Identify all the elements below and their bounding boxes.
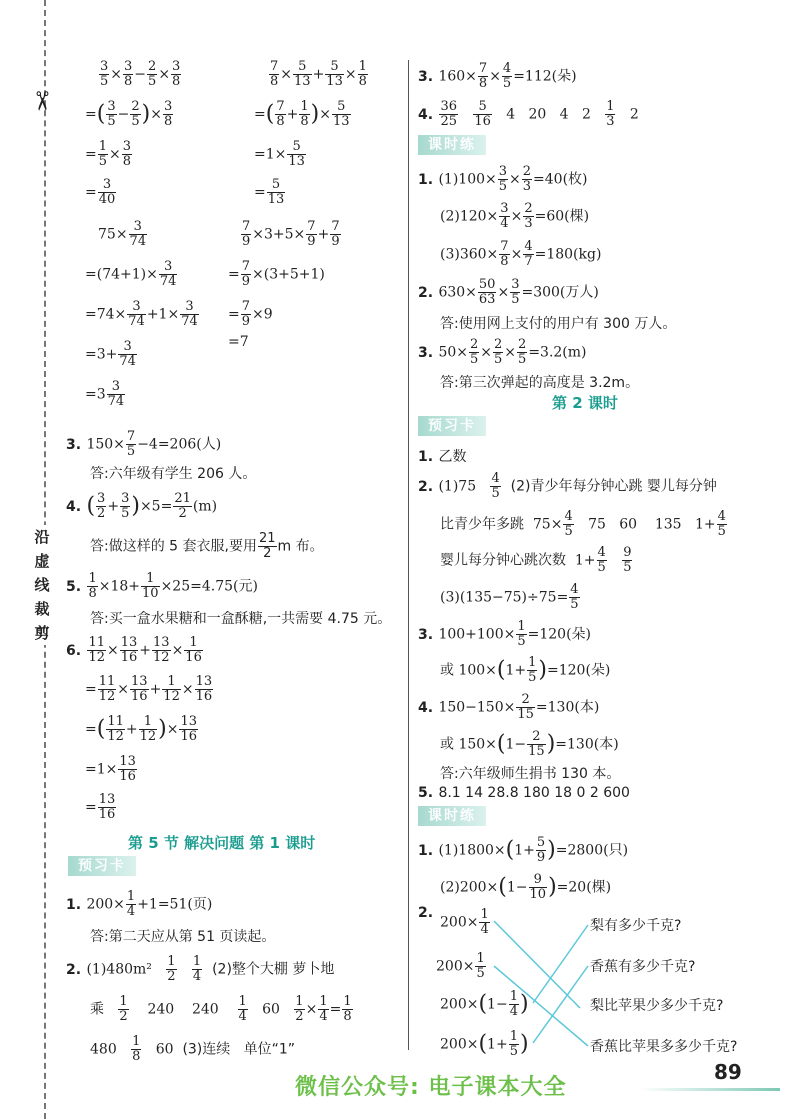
answer-text: 答:六年级有学生 206 人。 bbox=[90, 466, 257, 482]
match-expression: 200×(1+ $\frac{1}{5}$ ) bbox=[440, 1029, 529, 1059]
badge-preview: 预习卡 bbox=[68, 856, 136, 876]
answer-item-6: 6. $\frac{11}{12}$ × $\frac{13}{16}$ + $\frac{13}{12}$ × $\frac{1}{16}$ bbox=[66, 635, 202, 665]
answer-text-part: 乙数 bbox=[438, 449, 467, 465]
answer-text-part: 单位“1” bbox=[243, 1041, 296, 1058]
answer-item-5: 5. $\frac{1}{8}$ ×18+ $\frac{1}{10}$ ×25=4.75(元) bbox=[66, 571, 258, 601]
answer-text: 答:做这样的 5 套衣服,要用 $\frac{21}{2}$ m 布。 bbox=[90, 531, 324, 561]
answer-text-part: 婴儿每分钟心跳次数 bbox=[440, 552, 566, 569]
practice-item-1: 1. (1)100× $\frac{3}{5}$ × $\frac{2}{3}$ =40(枚) bbox=[418, 164, 588, 194]
answer-text: 答:使用网上支付的用户有 300 万人。 bbox=[440, 316, 677, 332]
math-line: = $\frac{7}{9}$ ×(3+5+1) bbox=[228, 259, 325, 289]
match-label: 梨有多少千克? bbox=[590, 918, 682, 934]
match-line bbox=[533, 966, 588, 1043]
math-line: = $\frac{7}{9}$ ×9 bbox=[228, 299, 273, 329]
watermark: 微信公众号: 电子课本大全 bbox=[295, 1075, 567, 1100]
math-line: $\frac{3}{5}$ × $\frac{3}{8}$ − $\frac{2}{5}$ × $\frac{3}{8}$ bbox=[100, 59, 181, 89]
math-line: (2)200×(1− $\frac{9}{10}$ )=20(棵) bbox=[440, 872, 612, 902]
math-line: (3)(135−75)÷75= $\frac{4}{5}$ bbox=[440, 582, 579, 612]
match-expression: 200× $\frac{1}{5}$ bbox=[436, 951, 485, 981]
math-line: = $\frac{13}{16}$ bbox=[85, 792, 116, 822]
answer-text-part: 乘 bbox=[90, 1001, 104, 1018]
math-line: 480 $\frac{1}{8}$ 60 (3)连续 单位“1” bbox=[90, 1034, 296, 1064]
math-line: =(74+1)× $\frac{3}{74}$ bbox=[85, 259, 177, 289]
answer-item-4: 4. $\frac{36}{25}$ $\frac{5}{16}$ 4 20 4 2 $\frac{1}{3}$ 2 bbox=[418, 99, 639, 129]
match-line bbox=[533, 925, 588, 1003]
answer-text-part: 答:做这样的 5 套衣服,要用 bbox=[90, 538, 257, 555]
page-number: 89 bbox=[714, 1060, 742, 1084]
math-line: =( $\frac{7}{8}$ + $\frac{1}{8}$ )× $\frac{5}{13}$ bbox=[254, 99, 350, 129]
math-line: 或 100×(1+ $\frac{1}{5}$ )=120(朵) bbox=[440, 655, 611, 685]
math-line: =( $\frac{11}{12}$ + $\frac{1}{12}$ )× $\frac{13}{16}$ bbox=[85, 714, 198, 744]
lesson-title: 第 2 课时 bbox=[552, 394, 618, 412]
scissors-icon: ✂ bbox=[25, 90, 56, 112]
math-line: =7 bbox=[228, 334, 249, 350]
math-line: =74× $\frac{3}{74}$ +1× $\frac{3}{74}$ bbox=[85, 299, 198, 329]
answer-item-4: 4. ( $\frac{3}{2}$ + $\frac{3}{5}$ )×5= $\frac{21}{2}$ (m) bbox=[66, 491, 218, 521]
answer-text-part: (2)整个大棚 萝卜地 bbox=[212, 961, 335, 978]
math-line: (2)120× $\frac{3}{4}$ × $\frac{2}{3}$ =60(棵) bbox=[440, 201, 590, 231]
preview-item-2: 2. (1)75 $\frac{4}{5}$ (2)青少年每分钟心跳 婴儿每分钟 bbox=[418, 471, 717, 501]
practice-item-3: 3. 50× $\frac{2}{5}$ × $\frac{2}{5}$ × $\frac{2}{5}$ =3.2(m) bbox=[418, 337, 587, 367]
match-label: 梨比苹果少多少千克? bbox=[590, 998, 724, 1014]
answer-text: 答:六年级师生捐书 130 本。 bbox=[440, 766, 621, 782]
math-line: = $\frac{5}{13}$ bbox=[254, 177, 285, 207]
practice-item-1: 1. (1)1800×(1+ $\frac{5}{9}$ )=2800(只) bbox=[418, 835, 629, 865]
badge-preview: 预习卡 bbox=[418, 416, 486, 436]
math-line: 婴儿每分钟心跳次数 1+ $\frac{4}{5}$ $\frac{9}{5}$ bbox=[440, 545, 632, 575]
match-label: 香蕉比苹果多多少千克? bbox=[590, 1039, 738, 1055]
answer-item-3: 3. 150× $\frac{7}{5}$ −4=206(人) bbox=[66, 429, 222, 459]
section-title: 第 5 节 解决问题 第 1 课时 bbox=[128, 834, 316, 852]
math-line: 或 150×(1− $\frac{2}{15}$ )=130(本) bbox=[440, 729, 619, 759]
answer-text-part: (3)连续 bbox=[182, 1041, 231, 1058]
math-line: = $\frac{3}{40}$ bbox=[85, 177, 116, 207]
practice-item-2: 2. 630× $\frac{50}{63}$ × $\frac{3}{5}$ =300(万人) bbox=[418, 277, 599, 307]
answer-text-part: (2)青少年每分钟心跳 婴儿每分钟 bbox=[510, 478, 717, 495]
answer-text: 答:第二天应从第 51 页读起。 bbox=[90, 929, 276, 945]
preview-item-1: 1. 200× $\frac{1}{4}$ +1=51(页) bbox=[66, 889, 213, 919]
match-expression: 200×(1− $\frac{1}{4}$ ) bbox=[440, 989, 529, 1019]
preview-item-3: 3. 100+100× $\frac{1}{5}$ =120(朵) bbox=[418, 619, 592, 649]
match-label: 香蕉有多少千克? bbox=[590, 959, 696, 975]
preview-item-5: 5. 8.1 14 28.8 180 18 0 2 600 bbox=[418, 785, 630, 801]
math-line: =1× $\frac{13}{16}$ bbox=[85, 754, 136, 784]
cut-instruction: 沿虚线裁剪 bbox=[32, 525, 52, 645]
math-line: (3)360× $\frac{7}{8}$ × $\frac{4}{7}$ =180(kg) bbox=[440, 239, 602, 269]
math-line: 乘 $\frac{1}{2}$ 240 240 $\frac{1}{4}$ 60 $\frac{1}{2}$ × $\frac{1}{4}$ = $\frac{1}{8}$ bbox=[90, 994, 352, 1024]
math-line: = $\frac{11}{12}$ × $\frac{13}{16}$ + $\frac{1}{12}$ × $\frac{13}{16}$ bbox=[85, 674, 213, 704]
answer-text-part: 比青少年多跳 bbox=[440, 516, 524, 533]
preview-item-1: 1. 乙数 bbox=[418, 449, 467, 465]
math-line: $\frac{7}{8}$ × $\frac{5}{13}$ + $\frac{5}{13}$ × $\frac{1}{8}$ bbox=[270, 59, 367, 89]
answer-item-3: 3. 160× $\frac{7}{8}$ × $\frac{4}{5}$ =112(朵) bbox=[418, 61, 577, 91]
answer-text: 答:买一盒水果糖和一盒酥糖,一共需要 4.75 元。 bbox=[90, 611, 392, 627]
answer-text-part: m 布。 bbox=[277, 538, 324, 555]
math-line: =3 $\frac{3}{74}$ bbox=[85, 379, 125, 409]
math-line: = $\frac{1}{5}$ × $\frac{3}{8}$ bbox=[85, 139, 132, 169]
math-line: $\frac{7}{9}$ ×3+5× $\frac{7}{9}$ + $\frac{7}{9}$ bbox=[242, 219, 340, 249]
badge-practice: 课时练 bbox=[418, 806, 486, 826]
math-line: =( $\frac{3}{5}$ − $\frac{2}{5}$ )× $\frac{3}{8}$ bbox=[85, 99, 173, 129]
answer-text: 答:第三次弹起的高度是 3.2m。 bbox=[440, 375, 640, 391]
preview-item-2: 2. (1)480m² $\frac{1}{2}$ $\frac{1}{4}$ (2)整个大棚 萝卜地 bbox=[66, 954, 335, 984]
practice-item-2: 2. bbox=[418, 905, 434, 921]
page-number-bar bbox=[640, 1088, 780, 1091]
math-line: 75× $\frac{3}{74}$ bbox=[98, 219, 147, 249]
math-line: =3+ $\frac{3}{74}$ bbox=[85, 339, 136, 369]
badge-practice: 课时练 bbox=[418, 135, 486, 155]
math-line: 比青少年多跳 75× $\frac{4}{5}$ 75 60 135 1+ $\frac{4}{5}$ bbox=[440, 509, 726, 539]
match-expression: 200× $\frac{1}{4}$ bbox=[440, 907, 489, 937]
preview-item-4: 4. 150−150× $\frac{2}{15}$ =130(本) bbox=[418, 692, 600, 722]
answer-text-part: 8.1 14 28.8 180 18 0 2 600 bbox=[438, 785, 630, 801]
math-line: =1× $\frac{5}{13}$ bbox=[254, 139, 305, 169]
